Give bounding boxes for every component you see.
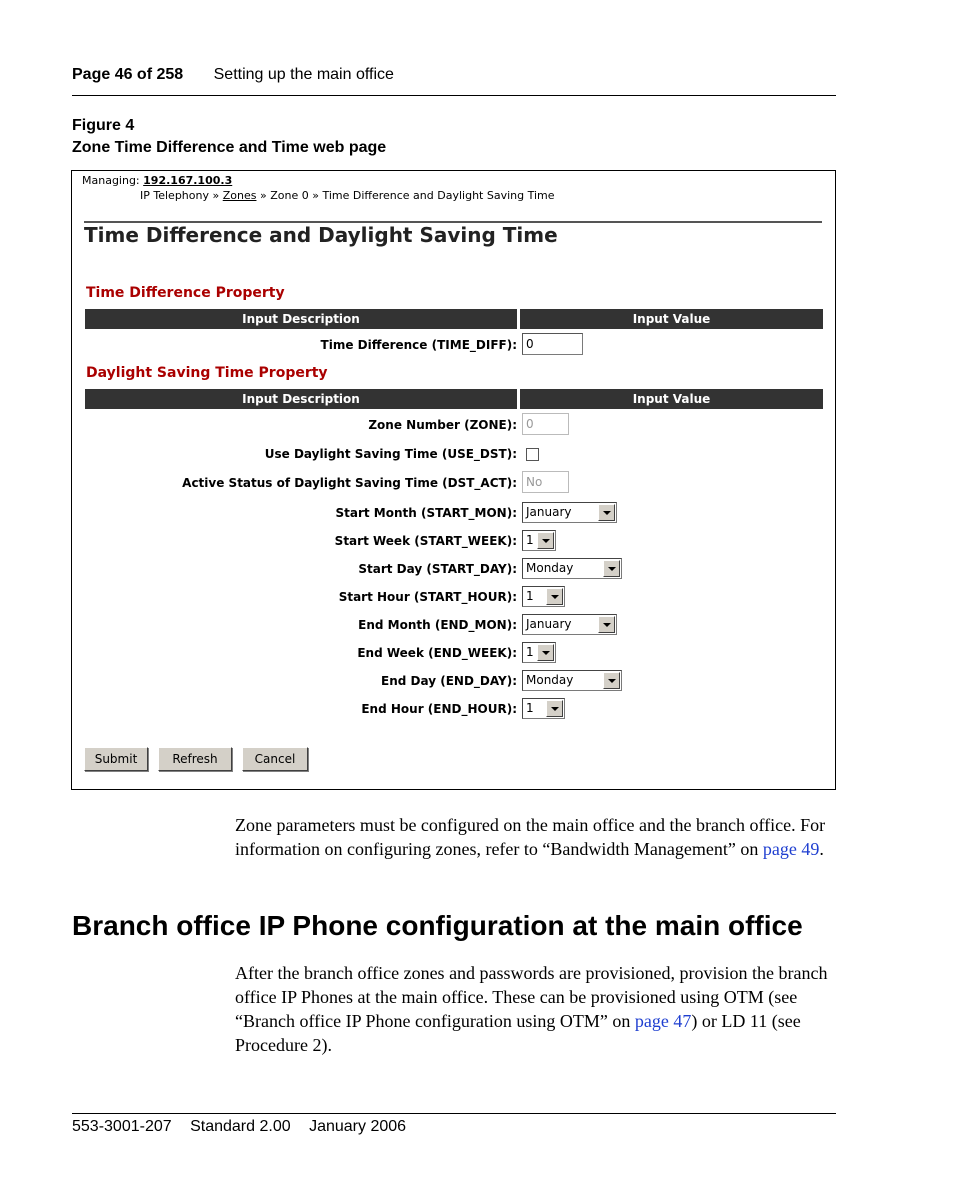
managing-label: Managing: bbox=[82, 174, 140, 187]
paragraph-text: After the branch office zones and passwords are provisioned, provision the branch office IP Phones at the main office. These can be provisioned using OTM (see “Branch office IP Phone configuration using OTM” on bbox=[235, 963, 828, 1031]
paragraph-zone-parameters bbox=[235, 813, 835, 861]
web-page-screenshot bbox=[71, 170, 836, 790]
start-day-select[interactable] bbox=[522, 558, 622, 579]
breadcrumb-zones-link[interactable]: Zones bbox=[222, 189, 257, 202]
section-heading: Branch office IP Phone configuration at the main office bbox=[72, 910, 803, 941]
end-mon-value: January bbox=[526, 617, 572, 631]
page-number: Page 46 of 258 bbox=[72, 66, 184, 83]
breadcrumb-sep: » bbox=[259, 189, 267, 202]
chevron-down-icon[interactable] bbox=[537, 532, 554, 549]
managing-line bbox=[82, 174, 232, 187]
chevron-down-icon[interactable] bbox=[603, 560, 620, 577]
figure-caption bbox=[72, 115, 386, 159]
submit-button[interactable]: Submit bbox=[84, 747, 148, 771]
start-mon-label: Start Month (START_MON): bbox=[335, 506, 517, 520]
col-header-value: Input Value bbox=[520, 389, 823, 409]
breadcrumb bbox=[140, 189, 555, 202]
page-footer bbox=[72, 1118, 420, 1136]
page-47-link[interactable]: page 47 bbox=[634, 1011, 692, 1031]
doc-date: January 2006 bbox=[309, 1118, 407, 1135]
start-day-label: Start Day (START_DAY): bbox=[358, 562, 517, 576]
footer-rule bbox=[72, 1113, 836, 1114]
start-hour-label: Start Hour (START_HOUR): bbox=[338, 590, 517, 604]
paragraph-end: . bbox=[819, 839, 824, 859]
start-week-label: Start Week (START_WEEK): bbox=[334, 534, 517, 548]
breadcrumb-current: Time Difference and Daylight Saving Time bbox=[322, 189, 555, 202]
col-header-description: Input Description bbox=[85, 389, 517, 409]
end-mon-select[interactable] bbox=[522, 614, 617, 635]
end-hour-select[interactable] bbox=[522, 698, 565, 719]
start-mon-select[interactable] bbox=[522, 502, 617, 523]
end-hour-label: End Hour (END_HOUR): bbox=[361, 702, 517, 716]
figure-label: Figure 4 bbox=[72, 117, 135, 134]
use-dst-label: Use Daylight Saving Time (USE_DST): bbox=[264, 447, 517, 461]
cancel-button[interactable]: Cancel bbox=[242, 747, 308, 771]
end-hour-value: 1 bbox=[526, 701, 534, 715]
paragraph-text: Zone parameters must be configured on the main office and the branch office. For information on configuring zones, refer to “Bandwidth Management” on bbox=[235, 815, 826, 859]
end-mon-label: End Month (END_MON): bbox=[358, 618, 517, 632]
dst-act-input: No bbox=[522, 471, 569, 493]
page-header bbox=[72, 66, 394, 84]
managing-ip-link[interactable]: 192.167.100.3 bbox=[143, 174, 233, 187]
page-49-link[interactable]: page 49 bbox=[762, 839, 820, 859]
doc-standard: Standard 2.00 bbox=[190, 1118, 291, 1135]
breadcrumb-ip-telephony: IP Telephony bbox=[140, 189, 209, 202]
start-hour-value: 1 bbox=[526, 589, 534, 603]
time-diff-label: Time Difference (TIME_DIFF): bbox=[320, 338, 517, 352]
page-title: Time Difference and Daylight Saving Time bbox=[84, 223, 558, 247]
chevron-down-icon[interactable] bbox=[598, 504, 615, 521]
use-dst-checkbox[interactable] bbox=[526, 448, 539, 461]
chevron-down-icon[interactable] bbox=[546, 700, 563, 717]
header-rule bbox=[72, 95, 836, 96]
end-week-select[interactable] bbox=[522, 642, 556, 663]
end-day-select[interactable] bbox=[522, 670, 622, 691]
start-week-select[interactable] bbox=[522, 530, 556, 551]
start-mon-value: January bbox=[526, 505, 572, 519]
start-hour-select[interactable] bbox=[522, 586, 565, 607]
figure-title: Zone Time Difference and Time web page bbox=[72, 139, 387, 156]
chevron-down-icon[interactable] bbox=[603, 672, 620, 689]
end-day-label: End Day (END_DAY): bbox=[381, 674, 517, 688]
time-diff-input[interactable]: 0 bbox=[522, 333, 583, 355]
start-day-value: Monday bbox=[526, 561, 574, 575]
section-title: Setting up the main office bbox=[213, 66, 394, 83]
breadcrumb-sep: » bbox=[312, 189, 319, 202]
paragraph-end: ) or LD 11 (see Procedure 2). bbox=[235, 1011, 801, 1055]
section-time-difference: Time Difference Property bbox=[86, 285, 285, 301]
refresh-button[interactable]: Refresh bbox=[158, 747, 232, 771]
end-week-value: 1 bbox=[526, 645, 534, 659]
zone-input: 0 bbox=[522, 413, 569, 435]
col-header-value: Input Value bbox=[520, 309, 823, 329]
chevron-down-icon[interactable] bbox=[598, 616, 615, 633]
doc-number: 553-3001-207 bbox=[72, 1118, 172, 1135]
zone-label: Zone Number (ZONE): bbox=[368, 418, 517, 432]
col-header-description: Input Description bbox=[85, 309, 517, 329]
chevron-down-icon[interactable] bbox=[546, 588, 563, 605]
breadcrumb-sep: » bbox=[212, 189, 220, 202]
end-week-label: End Week (END_WEEK): bbox=[357, 646, 517, 660]
paragraph-branch-office bbox=[235, 961, 835, 1057]
dst-act-label: Active Status of Daylight Saving Time (DST_ACT): bbox=[182, 476, 517, 490]
section-dst: Daylight Saving Time Property bbox=[86, 365, 328, 381]
breadcrumb-zone: Zone 0 bbox=[270, 189, 309, 202]
start-week-value: 1 bbox=[526, 533, 534, 547]
end-day-value: Monday bbox=[526, 673, 574, 687]
chevron-down-icon[interactable] bbox=[537, 644, 554, 661]
